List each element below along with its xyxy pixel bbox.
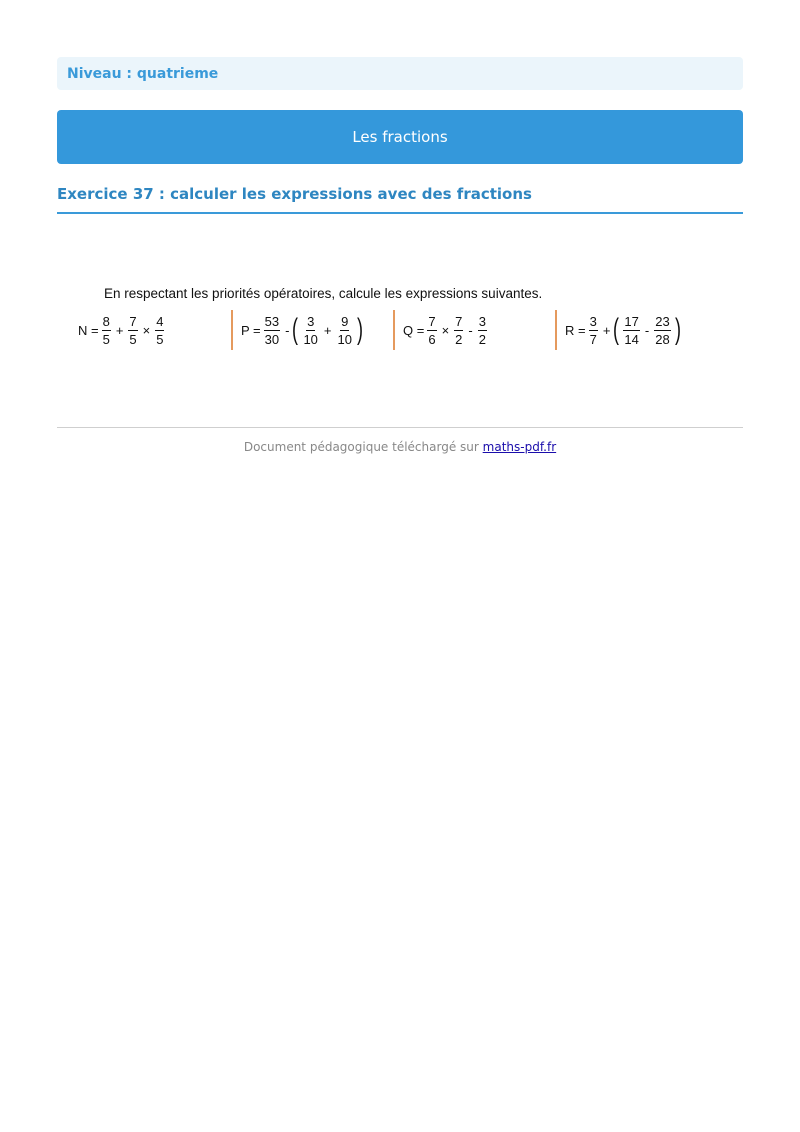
open-parenthesis: ( [613,313,620,346]
numerator: 4 [156,313,164,329]
close-parenthesis: ) [356,313,363,346]
fraction [654,315,670,346]
fraction [337,315,353,346]
denominator: 10 [303,331,318,347]
operator: × [142,322,151,338]
expression-n [78,310,167,350]
chapter-banner [57,110,743,164]
exercise-title: Exercice 37 : calculer les expressions avec des fractions [57,185,532,203]
fraction [427,315,436,346]
operator: + [323,322,332,338]
expression-p [231,310,364,350]
fraction [128,315,137,346]
denominator: 7 [589,331,597,347]
numerator: 53 [264,313,280,329]
chapter-title: Les fractions [352,128,448,146]
denominator: 6 [428,331,436,347]
numerator: 17 [624,313,639,329]
operator: - [468,322,473,338]
operator: - [644,322,650,338]
operator: + [602,322,611,338]
denominator: 2 [478,331,486,347]
denominator: 14 [624,331,639,347]
level-label: Niveau : quatrieme [67,65,219,82]
denominator: 5 [102,331,110,347]
numerator: 8 [102,313,110,329]
expression-q [393,310,490,350]
denominator: 5 [156,331,164,347]
close-parenthesis: ) [674,313,681,346]
numerator: 7 [129,313,137,329]
denominator: 30 [264,331,280,347]
operator: - [285,322,290,338]
operator: × [441,322,450,338]
expression-r [555,310,682,350]
fraction [155,315,164,346]
numerator: 3 [478,313,486,329]
exercise-instruction: En respectant les priorités opératoires, calcule les expressions suivantes. [104,286,543,301]
footer [57,440,743,454]
fraction [454,315,463,346]
level-banner [57,57,743,90]
operator: + [115,322,124,338]
numerator: 3 [307,313,315,329]
fraction [264,315,280,346]
numerator: 23 [655,313,670,329]
expression-name: Q = [403,322,425,338]
fraction [623,315,639,346]
exercise-divider [57,212,743,214]
denominator: 5 [129,331,137,347]
numerator: 7 [455,313,463,329]
denominator: 10 [337,331,352,347]
fraction [589,315,598,346]
footer-text: Document pédagogique téléchargé sur [243,440,479,454]
denominator: 28 [655,331,670,347]
numerator: 7 [428,313,436,329]
fraction [102,315,111,346]
open-parenthesis: ( [292,313,299,346]
footer-divider [57,427,743,428]
denominator: 2 [455,331,463,347]
fraction [478,315,487,346]
expression-name: N = [78,322,99,338]
numerator: 3 [589,313,597,329]
footer-link[interactable]: maths-pdf.fr [482,440,557,454]
fraction [302,315,318,346]
expression-name: P = [241,322,261,338]
numerator: 9 [341,313,349,329]
expression-name: R = [565,322,586,338]
